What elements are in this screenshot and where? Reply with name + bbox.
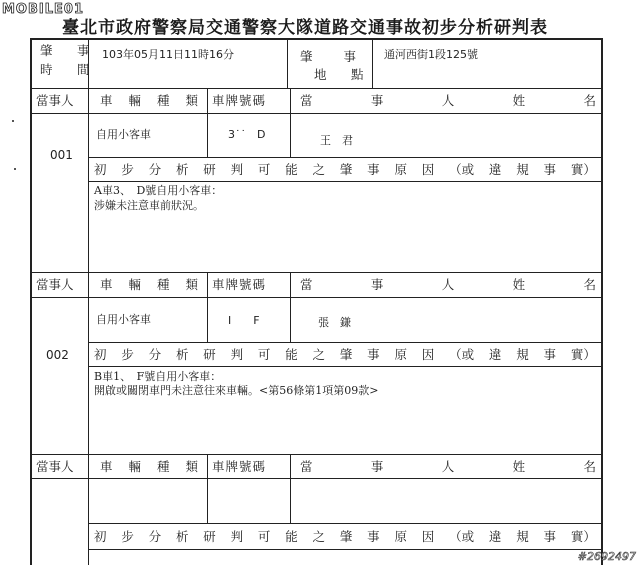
row-divider (30, 88, 603, 89)
header-char: （或 (449, 529, 475, 544)
header-char: 之 (312, 529, 326, 544)
header-char: 可 (257, 347, 271, 362)
row-divider (30, 454, 603, 455)
row-divider (88, 181, 603, 182)
party-header: 當事人 (36, 459, 74, 474)
header-char: 能 (285, 529, 298, 544)
accident-time-label: 時 間 (40, 62, 96, 77)
header-char: 車 (100, 93, 113, 108)
header-char: 類 (185, 93, 198, 108)
header-char: 姓 (512, 459, 526, 474)
site-logo: MOBILE01 (2, 2, 84, 17)
plate-header: 車牌號碼 (212, 93, 267, 108)
column-divider (287, 38, 288, 88)
header-char: 能 (285, 347, 298, 362)
vehicle-type-header (100, 94, 198, 108)
party-number: 002 (46, 348, 69, 362)
header-char: 種 (156, 93, 170, 108)
row-divider (30, 297, 603, 298)
form-table (30, 38, 603, 565)
header-char: 輛 (128, 93, 141, 108)
accident-place-label: 地 點 (314, 67, 370, 82)
header-char: 判 (230, 347, 244, 362)
header-char: 違 (488, 347, 502, 362)
row-divider (30, 478, 603, 479)
vehicle-type-value: 自用小客車 (96, 313, 151, 326)
name-header (300, 460, 596, 474)
header-char: 步 (121, 347, 134, 362)
analysis-text: B車1、 F號自用小客車： (94, 370, 222, 383)
header-char: 肇 (339, 162, 353, 177)
column-divider (290, 454, 291, 523)
header-char: 原 (394, 347, 407, 362)
header-char: 車 (100, 277, 113, 292)
analysis-header (94, 530, 596, 544)
header-char: 分 (148, 347, 162, 362)
name-value: 張 鎌 (318, 316, 351, 329)
column-divider (290, 272, 291, 342)
header-char: 判 (230, 162, 244, 177)
header-char: 步 (121, 162, 134, 177)
header-char: 種 (156, 459, 170, 474)
analysis-text: A車3、 D號自用小客車： (94, 184, 223, 197)
header-char: 研 (203, 162, 216, 177)
header-char: 事 (370, 93, 384, 108)
header-char: （或 (449, 347, 475, 362)
vehicle-type-value: 自用小客車 (96, 128, 151, 141)
header-char: 當 (300, 277, 313, 292)
header-char: 類 (185, 277, 198, 292)
accident-place-value: 通河西街1段125號 (384, 48, 478, 61)
scan-speck (12, 120, 14, 122)
row-divider (88, 342, 603, 343)
header-char: 肇 (339, 529, 353, 544)
column-divider (88, 38, 89, 565)
watermark: #2692497 (577, 550, 636, 563)
row-divider (88, 366, 603, 367)
header-char: 姓 (512, 277, 526, 292)
header-char: 事 (543, 162, 557, 177)
header-char: 之 (312, 347, 326, 362)
header-char: 規 (516, 162, 529, 177)
column-divider (207, 272, 208, 342)
row-divider (30, 272, 603, 273)
row-divider (30, 113, 603, 114)
accident-time-value: 103年05月11日11時16分 (102, 48, 234, 61)
header-char: 事 (367, 347, 380, 362)
column-divider (207, 454, 208, 523)
plate-header: 車牌號碼 (212, 277, 267, 292)
header-char: 名 (583, 93, 596, 108)
column-divider (207, 88, 208, 157)
header-char: 實） (570, 347, 596, 362)
name-header (300, 278, 596, 292)
header-char: 事 (367, 529, 380, 544)
header-char: 因 (421, 529, 435, 544)
header-char: 研 (203, 529, 216, 544)
header-char: 規 (516, 347, 529, 362)
column-divider (290, 88, 291, 157)
vehicle-type-header (100, 278, 198, 292)
header-char: 名 (583, 459, 596, 474)
header-char: 初 (94, 162, 107, 177)
row-divider (88, 549, 603, 550)
header-char: 事 (543, 529, 557, 544)
header-char: 違 (488, 162, 502, 177)
plate-value: I F (228, 314, 260, 327)
analysis-header (94, 163, 596, 177)
analysis-header (94, 348, 596, 362)
header-char: 名 (583, 277, 596, 292)
party-number: 001 (50, 148, 73, 162)
header-char: 分 (148, 162, 162, 177)
header-char: 當 (300, 93, 313, 108)
header-char: 輛 (128, 459, 141, 474)
header-char: 初 (94, 529, 107, 544)
party-header: 當事人 (36, 277, 74, 292)
header-char: 原 (394, 162, 407, 177)
header-char: 人 (441, 93, 455, 108)
header-char: 可 (257, 529, 271, 544)
column-divider (372, 38, 373, 88)
header-char: 規 (516, 529, 529, 544)
header-char: 原 (394, 529, 407, 544)
header-char: 姓 (512, 93, 526, 108)
document-title: 臺北市政府警察局交通警察大隊道路交通事故初步分析研判表 (62, 18, 548, 38)
header-char: 車 (100, 459, 113, 474)
header-char: 當 (300, 459, 313, 474)
header-char: 肇 (339, 347, 353, 362)
header-char: 因 (421, 162, 435, 177)
header-char: 事 (367, 162, 380, 177)
header-char: 判 (230, 529, 244, 544)
plate-header: 車牌號碼 (212, 459, 267, 474)
header-char: 分 (148, 529, 162, 544)
accident-time-label: 肇 事 (40, 43, 96, 58)
header-char: 可 (257, 162, 271, 177)
name-value: 王 君 (320, 134, 353, 147)
accident-place-label: 肇 事 (300, 49, 359, 64)
header-char: 研 (203, 347, 216, 362)
name-header (300, 94, 596, 108)
plate-value: 3˙˙ D (228, 128, 266, 141)
header-char: 析 (175, 529, 189, 544)
header-char: 初 (94, 347, 107, 362)
header-char: 人 (441, 459, 455, 474)
vehicle-type-header (100, 460, 198, 474)
header-char: 種 (156, 277, 170, 292)
row-divider (88, 157, 603, 158)
header-char: 之 (312, 162, 326, 177)
header-char: 實） (570, 529, 596, 544)
scan-speck (14, 168, 16, 170)
header-char: 類 (185, 459, 198, 474)
header-char: 析 (175, 347, 189, 362)
header-char: 事 (543, 347, 557, 362)
header-char: 因 (421, 347, 435, 362)
header-char: 實） (570, 162, 596, 177)
header-char: 事 (370, 459, 384, 474)
header-char: 事 (370, 277, 384, 292)
header-char: 輛 (128, 277, 141, 292)
header-char: 違 (488, 529, 502, 544)
party-header: 當事人 (36, 93, 74, 108)
header-char: 步 (121, 529, 134, 544)
row-divider (88, 523, 603, 524)
analysis-text: 開啟或關閉車門未注意往來車輛。<第56條第1項第09款> (94, 384, 379, 397)
header-char: 能 (285, 162, 298, 177)
header-char: （或 (449, 162, 475, 177)
header-char: 析 (175, 162, 189, 177)
analysis-text: 涉嫌未注意車前狀況。 (94, 199, 204, 212)
header-char: 人 (441, 277, 455, 292)
